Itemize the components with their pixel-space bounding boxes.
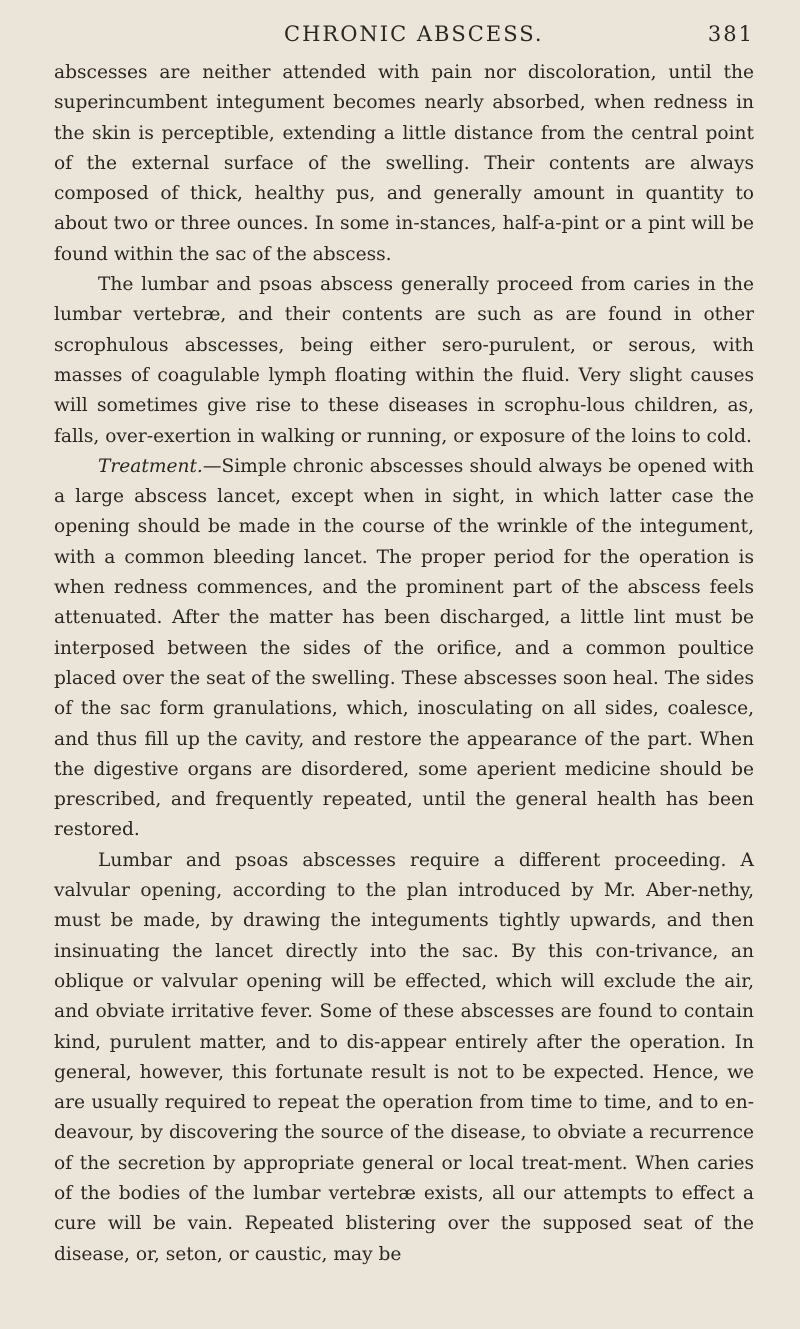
section-lead-treatment: Treatment. xyxy=(98,455,203,477)
paragraph-text: The lumbar and psoas abscess generally proceed from caries in the lumbar vertebræ, and their contents are such as are found in other scrophulous abscesses, being either sero-purulent, or serous, with masses of coagulable lymph floating within the fluid. Very slight causes will sometimes give rise to these diseases in scrophu-lous children, as, falls, over-exertion in walking or running, or exposure of the loins to cold. xyxy=(54,274,754,447)
paragraph-lumbar-psoas xyxy=(54,270,754,452)
running-title: CHRONIC ABSCESS. xyxy=(284,22,544,46)
paragraph-valvular-opening xyxy=(54,846,754,1270)
paragraph-continuation xyxy=(54,58,754,270)
body-text xyxy=(54,58,754,1270)
paragraph-text: abscesses are neither attended with pain nor discoloration, until the superincumbent integument becomes nearly absorbed, when redness in the skin is perceptible, extending a little distance from the central point of the external surface of the swelling. Their contents are always composed of thick, healthy pus, and generally amount in quantity to about two or three ounces. In some in-stances, half-a-pint or a pint will be found within the sac of the abscess. xyxy=(54,62,754,265)
running-head xyxy=(54,0,754,58)
paragraph-text: —Simple chronic abscesses should always be opened with a large abscess lancet, except when in sight, in which latter case the opening should be made in the course of the wrinkle of the integument, with a common bleeding lancet. The proper period for the operation is when redness commences, and the prominent part of the abscess feels attenuated. After the matter has been discharged, a little lint must be interposed between the sides of the orifice, and a common poultice placed over the seat of the swelling. These abscesses soon heal. The sides of the sac form granulations, which, inosculating on all sides, coalesce, and thus fill up the cavity, and restore the appearance of the part. When the digestive organs are disordered, some aperient medicine should be prescribed, and frequently repeated, until the general health has been restored. xyxy=(54,455,754,841)
page-number: 381 xyxy=(707,22,754,46)
paragraph-text: Lumbar and psoas abscesses require a different proceeding. A valvular opening, according to the plan introduced by Mr. Aber-nethy, must be made, by drawing the integuments tightly upwards, and then insinuating the lancet directly into the sac. By this con-trivance, an oblique or valvular opening will be effected, which will exclude the air, and obviate irritative fever. Some of these abscesses are found to contain kind, purulent matter, and to dis-appear entirely after the operation. In general, however, this fortunate result is not to be expected. Hence, we are usually required to repeat the operation from time to time, and to en-deavour, by discovering the source of the disease, to obviate a recurrence of the secretion by appropriate general or local treat-ment. When caries of the bodies of the lumbar vertebræ exists, all our attempts to effect a cure will be vain. Repeated blistering over the supposed seat of the disease, or, seton, or caustic, may be xyxy=(54,849,754,1265)
paragraph-treatment xyxy=(54,452,754,846)
